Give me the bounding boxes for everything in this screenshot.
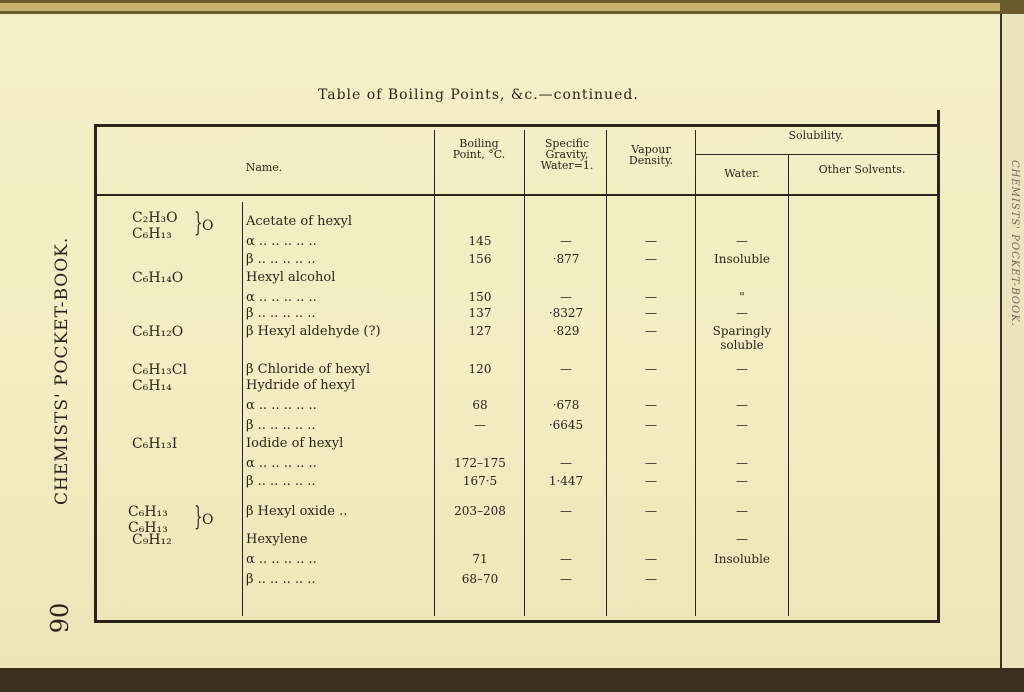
cell-formula: C₉H₁₂ <box>132 532 172 548</box>
cell-name: α .. .. .. .. .. <box>246 398 317 413</box>
cell-sg: — <box>560 572 572 586</box>
book-bottom-edge <box>0 668 1024 692</box>
solubility-sub-rule <box>695 154 937 155</box>
cell-sg: — <box>560 552 572 566</box>
cell-name: Hydride of hexyl <box>246 378 356 393</box>
formula-text: C₆H₁₃ <box>128 520 168 536</box>
cell-vd: — <box>645 252 657 266</box>
cell-sg: ·6645 <box>548 418 584 432</box>
cell-sg: — <box>560 362 572 376</box>
cell-name: β .. .. .. .. .. <box>246 252 316 267</box>
formula-text: C₆H₁₃ <box>128 504 168 520</box>
cell-water: Insoluble <box>713 552 771 566</box>
cell-name: Acetate of hexyl <box>246 214 353 229</box>
cell-vd: — <box>645 504 657 518</box>
cell-sg: ·829 <box>552 324 580 338</box>
cell-bp: 127 <box>468 324 492 338</box>
formula-acetate-bottom <box>132 226 172 242</box>
cell-sg: ·678 <box>552 398 580 412</box>
book-top-edge-inner <box>0 3 1000 11</box>
cell-vd: — <box>645 552 657 566</box>
cell-name: α .. .. .. .. .. <box>246 456 317 471</box>
cell-bp: 71 <box>472 552 488 566</box>
cell-vd: — <box>645 306 657 320</box>
cell-vd: — <box>645 362 657 376</box>
cell-vd: — <box>645 398 657 412</box>
cell-formula: C₆H₁₃Cl <box>132 362 187 378</box>
col-rule-bp <box>524 130 525 616</box>
cell-name: Hexylene <box>246 532 308 547</box>
brace-acetate: } <box>194 208 203 238</box>
cell-bp: 145 <box>468 234 492 248</box>
formula-acetate-top <box>132 210 178 226</box>
cell-sg: — <box>560 456 572 470</box>
facing-page-running-head: CHEMISTS' POCKET-BOOK. <box>1009 160 1020 327</box>
cell-water: — <box>736 504 748 518</box>
table-left-rule <box>94 124 97 623</box>
cell-sg: ·8327 <box>548 306 584 320</box>
cell-vd: — <box>645 572 657 586</box>
cell-name: Iodide of hexyl <box>246 436 344 451</box>
formula-acetate-oxygen: O <box>202 218 214 234</box>
cell-name: β Hexyl aldehyde (?) <box>246 324 381 339</box>
caption-text: Table of Boiling Points, &c.—continued. <box>318 87 639 103</box>
header-specific-gravity: Specific Gravity, Water=1. <box>540 137 594 172</box>
header-boiling-point: Boiling Point, °C. <box>452 137 506 161</box>
cell-bp: 203–208 <box>454 504 506 518</box>
header-water: Water. <box>724 167 760 180</box>
cell-vd: — <box>645 456 657 470</box>
cell-name: β Chloride of hexyl <box>246 362 371 377</box>
cell-name: β .. .. .. .. .. <box>246 572 316 587</box>
formula-text: C₂H₃O <box>132 210 178 226</box>
cell-bp: 137 <box>468 306 492 320</box>
col-rule-formula <box>242 202 243 616</box>
cell-formula: C₆H₁₃I <box>132 436 178 452</box>
cell-formula: C₆H₁₄O <box>132 270 184 286</box>
col-rule-vd <box>695 130 696 616</box>
cell-vd: — <box>645 234 657 248</box>
cell-sg: ·877 <box>552 252 580 266</box>
cell-vd: — <box>645 418 657 432</box>
cell-water: — <box>736 474 748 488</box>
page-number: 90 <box>46 602 74 634</box>
table-header-rule <box>94 194 940 196</box>
col-rule-name <box>434 130 435 616</box>
col-rule-water <box>788 155 789 616</box>
header-name: Name. <box>245 161 283 174</box>
cell-name: β .. .. .. .. .. <box>246 306 316 321</box>
cell-bp: 167·5 <box>462 474 498 488</box>
cell-bp: 68 <box>472 398 488 412</box>
brace-oxide: } <box>194 502 203 532</box>
cell-name: β .. .. .. .. .. <box>246 418 316 433</box>
cell-name: α .. .. .. .. .. <box>246 290 317 305</box>
table-caption <box>318 87 738 109</box>
cell-water: Sparingly soluble <box>712 324 772 352</box>
cell-bp: 156 <box>468 252 492 266</box>
cell-water: — <box>736 362 748 376</box>
cell-water: — <box>736 234 748 248</box>
cell-sg: — <box>560 504 572 518</box>
cell-bp: — <box>474 418 486 432</box>
cell-water: — <box>736 306 748 320</box>
cell-bp: 120 <box>468 362 492 376</box>
table-bottom-rule <box>94 620 940 623</box>
cell-name: Hexyl alcohol <box>246 270 336 285</box>
cell-name: β .. .. .. .. .. <box>246 474 316 489</box>
boiling-points-table <box>94 110 940 625</box>
cell-formula: C₆H₁₂O <box>132 324 184 340</box>
table-right-rule <box>937 110 940 623</box>
cell-vd: — <box>645 290 657 304</box>
formula-oxide-oxygen: O <box>202 512 214 528</box>
formula-oxide-top <box>128 504 168 520</box>
header-vapour-density: Vapour Density. <box>628 143 674 167</box>
cell-name: α .. .. .. .. .. <box>246 552 317 567</box>
header-other-solvents: Other Solvents. <box>818 163 906 176</box>
cell-water: — <box>736 398 748 412</box>
cell-name: α .. .. .. .. .. <box>246 234 317 249</box>
cell-sg: — <box>560 290 572 304</box>
cell-vd: — <box>645 324 657 338</box>
cell-bp: 172–175 <box>454 456 506 470</box>
cell-water: " <box>739 290 745 304</box>
cell-vd: — <box>645 474 657 488</box>
cell-formula: C₆H₁₄ <box>132 378 172 394</box>
cell-water: Insoluble <box>713 252 771 266</box>
cell-bp: 150 <box>468 290 492 304</box>
formula-text: C₆H₁₃ <box>132 226 172 242</box>
cell-bp: 68–70 <box>461 572 499 586</box>
cell-water: — <box>736 456 748 470</box>
table-top-rule <box>94 124 940 127</box>
col-rule-sg <box>606 130 607 616</box>
cell-sg: — <box>560 234 572 248</box>
cell-sg: 1·447 <box>548 474 584 488</box>
cell-name: β Hexyl oxide .. <box>246 504 348 519</box>
cell-water: — <box>736 532 748 546</box>
book-top-edge <box>0 0 1024 14</box>
header-solubility: Solubility. <box>788 129 844 142</box>
running-head: CHEMISTS' POCKET-BOOK. <box>52 236 72 505</box>
cell-water: — <box>736 418 748 432</box>
